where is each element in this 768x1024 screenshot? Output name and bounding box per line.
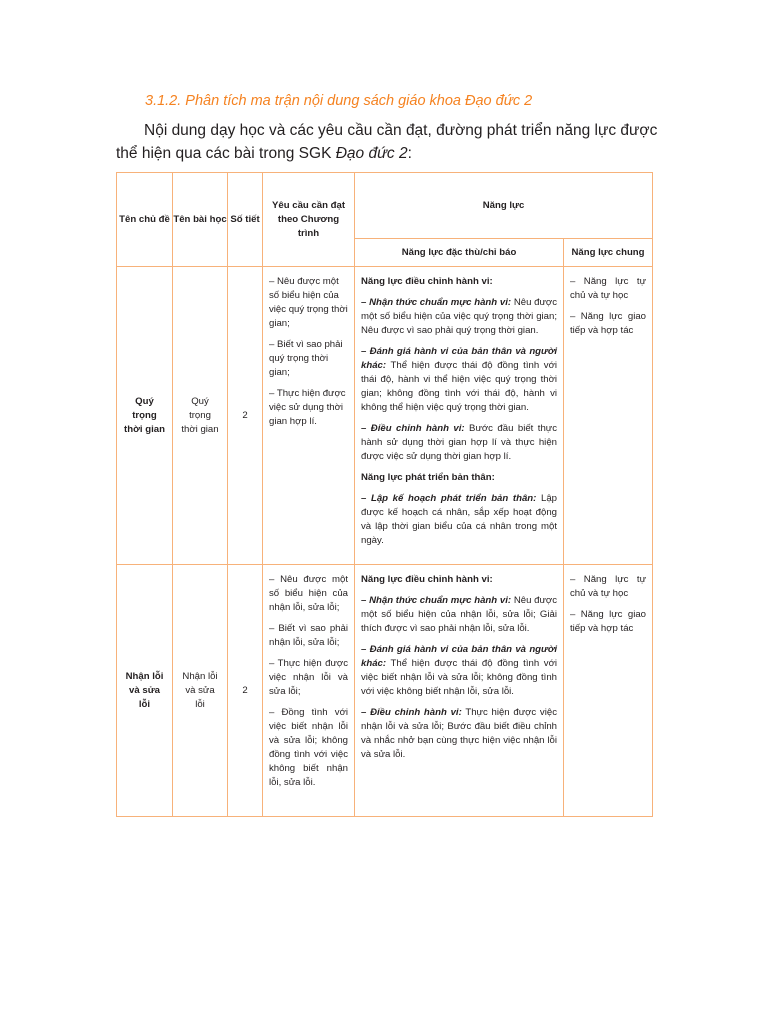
competence-group-title: Năng lực điều chỉnh hành vi: — [361, 276, 493, 287]
specific-competence-cell — [355, 267, 564, 565]
indicator-text: Thể hiện được thái độ đồng tình với thái độ, hành vi thể hiện việc quý trọng thời gian; không đồng tình với thái độ, hành vi không thể hiện việc quý trọng thời gian. — [361, 360, 557, 413]
specific-competence-cell — [355, 565, 564, 817]
intro-book-title: Đạo đức 2 — [335, 145, 408, 162]
table-header-row — [117, 173, 653, 239]
requirements-cell — [263, 565, 355, 817]
requirement-item: – Nêu được một số biểu hiện của việc quý trọng thời gian; — [269, 276, 348, 329]
general-competence-item: – Năng lực giao tiếp và hợp tác — [570, 609, 647, 634]
indicator-item — [361, 706, 557, 762]
indicator-label: – Lập kế hoạch phát triển bản thân: — [361, 493, 537, 504]
header-requirements: Yêu cầu cần đạt theo Chương trình — [263, 173, 355, 267]
indicator-label: – Điều chỉnh hành vi: — [361, 423, 465, 434]
requirement-item: – Thực hiện được việc sử dụng thời gian hợp lí. — [269, 388, 346, 427]
requirement-item: – Biết vì sao phải quý trọng thời gian; — [269, 339, 343, 378]
indicator-item — [361, 492, 557, 548]
indicator-text: Nêu được một số biểu hiện của việc quý trọng thời gian; Nêu được vì sao phải quý trọng thời gian. — [361, 297, 557, 336]
general-competence-cell — [564, 565, 653, 817]
indicator-text: Thực hiện được việc nhận lỗi và sửa lỗi; Bước đầu biết điều chỉnh và nhắc nhở bạn cùng thực hiện việc nhận lỗi và sửa lỗi. — [361, 707, 557, 760]
topic-cell: Nhận lỗi và sửa lỗi — [117, 565, 173, 817]
requirement-item: – Biết vì sao phải nhận lỗi, sửa lỗi; — [269, 623, 348, 648]
periods-cell: 2 — [228, 267, 263, 565]
table-row — [117, 267, 653, 565]
requirement-item: – Nêu được một số biểu hiện của nhận lỗi, sửa lỗi; — [269, 574, 348, 613]
requirement-item: – Đồng tình với việc biết nhận lỗi và sửa lỗi; không đồng tình với việc không biết nhận lỗi, sửa lỗi. — [269, 707, 348, 788]
competence-group-title: Năng lực điều chỉnh hành vi: — [361, 574, 493, 585]
indicator-text: Lập được kế hoạch cá nhân, sắp xếp hoạt động và lập thời gian biểu của cá nhân trong một ngày. — [361, 493, 557, 546]
topic-cell: Quý trọng thời gian — [117, 267, 173, 565]
indicator-item — [361, 422, 557, 464]
header-competence: Năng lực — [355, 173, 653, 239]
indicator-text: Bước đầu biết thực hành sử dụng thời gian hợp lí và thực hiện được việc sử dụng thời gian hợp lí. — [361, 423, 557, 462]
general-competence-item: – Năng lực tự chủ và tự học — [570, 574, 647, 599]
section-heading: 3.1.2. Phân tích ma trận nội dung sách giáo khoa Đạo đức 2 — [145, 93, 533, 109]
indicator-text: Nêu được một số biểu hiện của nhận lỗi, sửa lỗi; Giải thích được vì sao phải nhận lỗi, sửa lỗi. — [361, 595, 557, 634]
lesson-cell: Nhận lỗi và sửa lỗi — [173, 565, 228, 817]
indicator-item — [361, 345, 557, 415]
header-lesson: Tên bài học — [173, 173, 228, 267]
table-row — [117, 565, 653, 817]
intro-text: Nội dung dạy học và các yêu cầu cần đạt, đường phát triển năng lực được thể hiện qua các bài trong SGK — [116, 122, 658, 162]
indicator-label: – Nhận thức chuẩn mực hành vi: — [361, 595, 512, 606]
general-competence-item: – Năng lực giao tiếp và hợp tác — [570, 311, 647, 336]
requirements-cell — [263, 267, 355, 565]
indicator-item — [361, 594, 557, 636]
lesson-cell: Quý trọng thời gian — [173, 267, 228, 565]
indicator-label: – Điều chỉnh hành vi: — [361, 707, 462, 718]
header-periods: Số tiết — [228, 173, 263, 267]
indicator-item — [361, 296, 557, 338]
indicator-label: – Nhận thức chuẩn mực hành vi: — [361, 297, 512, 308]
header-general-competence: Năng lực chung — [564, 239, 653, 267]
indicator-text: Thể hiện được thái độ đồng tình với việc biết nhận lỗi và sửa lỗi; không đồng tình với việc không biết nhận lỗi, sửa lỗi. — [361, 658, 557, 697]
indicator-item — [361, 643, 557, 699]
header-topic: Tên chủ đề — [117, 173, 173, 267]
indicator-label: – Đánh giá hành vi của bản thân và người khác: — [361, 644, 557, 669]
requirement-item: – Thực hiện được việc nhận lỗi và sửa lỗi; — [269, 658, 348, 697]
periods-cell: 2 — [228, 565, 263, 817]
competence-group-title: Năng lực phát triển bản thân: — [361, 472, 495, 483]
intro-suffix: : — [407, 145, 412, 162]
indicator-label: – Đánh giá hành vi của bản thân và người khác: — [361, 346, 557, 371]
content-matrix-table — [116, 172, 653, 817]
header-specific-competence: Năng lực đặc thù/chỉ báo — [355, 239, 564, 267]
general-competence-cell — [564, 267, 653, 565]
intro-paragraph — [116, 119, 676, 165]
general-competence-item: – Năng lực tự chủ và tự học — [570, 276, 647, 301]
